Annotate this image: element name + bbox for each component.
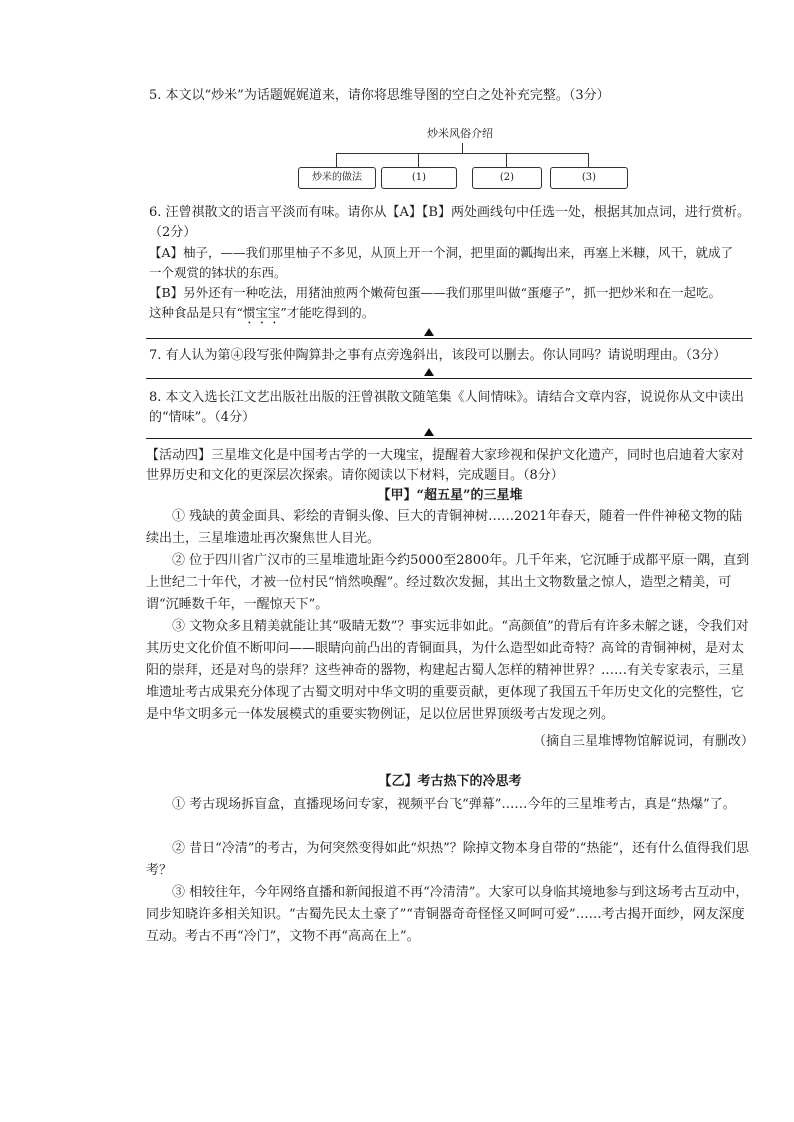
connector-1 bbox=[336, 153, 337, 167]
q6-sentence-a-line2: 一个观赏的钵状的东西。 bbox=[149, 265, 287, 280]
connector-3 bbox=[506, 153, 507, 167]
activity-4-intro: 【活动四】三星堆文化是中国考古学的一大瑰宝，提醒着大家珍视和保护文化遗产，同时也启迪着大家对世界历史和文化的更深层次探索。请你阅读以下材料，完成题目。（8分） bbox=[146, 448, 745, 483]
question-6: 6. 汪曾祺散文的语言平淡而有味。请你从【A】【B】两处画线句中任选一处，根据其加点词，进行赏析。（2分） bbox=[149, 205, 750, 240]
mind-map-box-method: 炒米的做法 bbox=[298, 167, 376, 189]
material-jia-title: 【甲】“超五星”的三星堆 bbox=[377, 488, 523, 503]
yi-paragraph-1: ① 考古现场拆盲盒，直播现场问专家，视频平台飞“弹幕”……今年的三星堆考古，真是“热爆”了。 bbox=[172, 797, 736, 812]
mind-map-box-blank-1: (1) bbox=[381, 167, 457, 189]
jia-source: （摘自三星堆博物馆解说词，有删改） bbox=[532, 734, 754, 749]
answer-line-1 bbox=[146, 338, 752, 339]
yi-paragraph-3: ③ 相较往年，今年网络直播和新闻报道不再“冷清清”。大家可以身临其境地参与到这场考古互动中，同步知晓许多相关知识。“古蜀先民太土豪了”“青铜器奇奇怪怪又呵呵可爱”……考古揭开面纱，网友深度互动。考古不再“冷门”，文物不再“高高在上”。 bbox=[146, 885, 749, 944]
q6-b-dotted-word: 惯宝宝 bbox=[242, 305, 281, 320]
mind-map-stem bbox=[462, 143, 463, 153]
triangle-marker-3 bbox=[424, 428, 434, 436]
yi-paragraph-2: ② 昔日“冷清”的考古，为何突然变得如此“炽热”？除掉文物本身自带的“热能”，还有什么值得我们思考？ bbox=[146, 841, 750, 878]
connector-4 bbox=[588, 153, 589, 167]
q6-b-post: ”才能吃得到的。 bbox=[280, 305, 375, 320]
mind-map-box-blank-2: (2) bbox=[472, 167, 542, 189]
triangle-marker-2 bbox=[424, 368, 434, 376]
jia-paragraph-1: ① 残缺的黄金面具、彩绘的青铜头像、巨大的青铜神树……2021年春天，随着一件件神秘文物的陆续出土，三星堆遗址再次聚焦世人目光。 bbox=[146, 509, 743, 546]
jia-paragraph-2: ② 位于四川省广汉市的三星堆遗址距今约5000至2800年。几千年来，它沉睡于成都平原一隅，直到上世纪二十年代，才被一位村民“悄然唤醒”。经过数次发掘，其出土文物数量之惊人，造型之精美，可谓“沉睡数千年，一醒惊天下”。 bbox=[146, 553, 750, 612]
question-8 bbox=[149, 388, 759, 428]
mind-map-box-blank-3: (3) bbox=[550, 167, 628, 189]
triangle-marker-1 bbox=[424, 328, 434, 336]
question-5: 5. 本文以“炒米”为话题娓娓道来，请你将思维导图的空白之处补充完整。（3分） bbox=[149, 88, 610, 103]
q6-sentence-a-line1: 【A】柚子，——我们那里柚子不多见，从顶上开一个洞，把里面的瓤掏出来，再塞上米糠，风干，就成了 bbox=[149, 245, 734, 260]
connector-2 bbox=[418, 153, 419, 167]
q6-sentence-b-line2 bbox=[149, 303, 753, 327]
q6-sentence-b-line1: 【B】另外还有一种吃法，用猪油煎两个嫩荷包蛋——我们那里叫做“蛋瘪子”，抓一把炒米和在一起吃。 bbox=[149, 285, 721, 300]
q6-b-pre: 这种食品是只有“ bbox=[149, 305, 243, 320]
question-7: 7. 有人认为第④段写张仲陶算卦之事有点旁逸斜出，该段可以删去。你认同吗？请说明理由。（3分） bbox=[149, 348, 727, 363]
jia-paragraph-3: ③ 文物众多且精美就能让其“吸睛无数”？事实远非如此。“高颜值”的背后有许多未解之谜，令我们对其历史文化价值不断叩问——眼睛向前凸出的青铜面具，为什么造型如此奇特？高耸的青铜神树，是对太阳的崇拜，还是对鸟的崇拜？这些神奇的器物，构建起古蜀人怎样的精神世界？……有关专家表示，三星堆遗址考古成果充分体现了古蜀文明对中华文明的重要贡献，更体现了我国五千年历史文化的完整性，它是中华文明多元一体发展模式的重要实物例证，足以位居世界顶级考古发现之列。 bbox=[146, 619, 749, 722]
answer-line-2 bbox=[146, 378, 752, 379]
mind-map-title: 炒米风俗介绍 bbox=[427, 127, 493, 140]
q8-line2: 的“情味”。（4分） bbox=[149, 410, 256, 425]
material-yi-title: 【乙】考古热下的冷思考 bbox=[378, 774, 522, 789]
answer-line-3 bbox=[146, 438, 752, 439]
q8-line1: 8. 本文入选长江文艺出版社出版的汪曾祺散文随笔集《人间情味》。请结合文章内容，说说你从文中读出 bbox=[149, 390, 745, 405]
mind-map-bar bbox=[336, 153, 588, 154]
